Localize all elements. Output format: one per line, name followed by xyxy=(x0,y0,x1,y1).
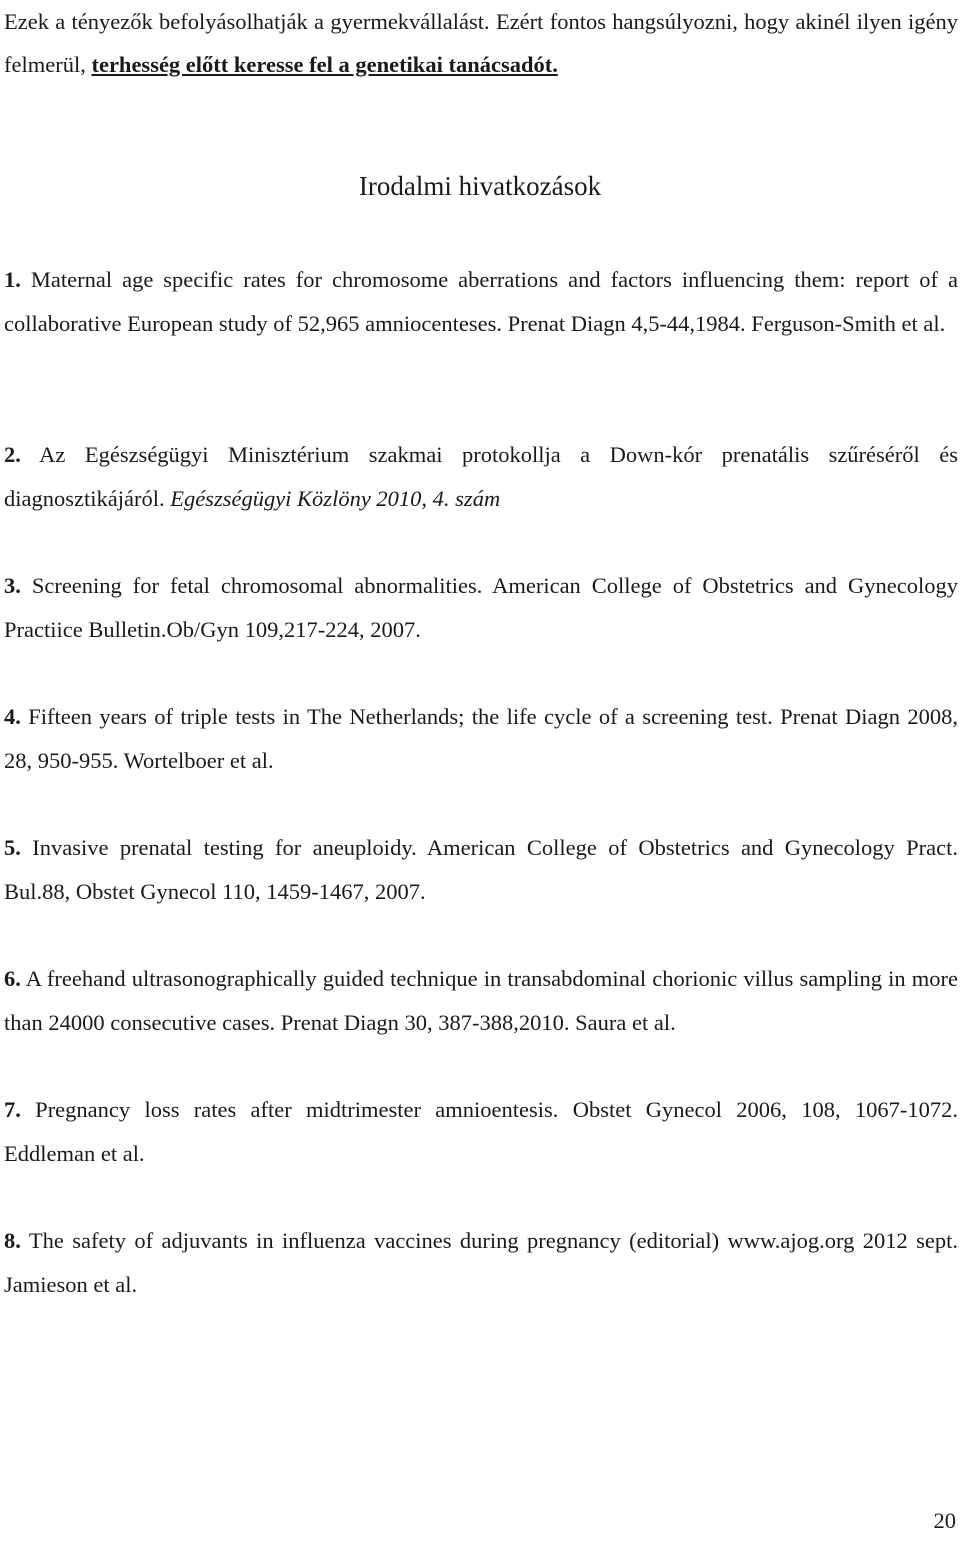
reference-item-2 xyxy=(4,433,958,520)
reference-number: 8. xyxy=(4,1228,21,1253)
reference-text: A freehand ultrasonographically guided technique in transabdominal chorionic villus sampling in more than 24000 consecutive cases. Prenat Diagn 30, 387-388,2010. Saura et al. xyxy=(4,966,958,1035)
reference-source: Egészségügyi Közlöny 2010, 4. szám xyxy=(170,485,501,511)
reference-text: Az Egészségügyi Minisztérium szakmai protokollja a Down-kór prenatális szűréséről és diagnosztikájáról. xyxy=(4,442,958,511)
intro-paragraph xyxy=(4,0,958,86)
reference-text: Maternal age specific rates for chromosome aberrations and factors influencing them: report of a collaborative European study of 52,965 amniocenteses. Prenat Diagn 4,5-44,1984. Ferguson-Smith et al. xyxy=(4,267,958,336)
reference-text: Screening for fetal chromosomal abnormalities. American College of Obstetrics and Gynecology Practiice Bulletin.Ob/Gyn 109,217-224, 2007. xyxy=(4,573,958,642)
reference-item-7 xyxy=(4,1088,958,1175)
reference-number: 2. xyxy=(4,442,21,467)
intro-text: Ezek a tényezők befolyásolhatják a gyermekvállalást. Ezért fontos hangsúlyozni, hogy akinél ilyen igény felmerül, xyxy=(4,9,958,77)
reference-text: The safety of adjuvants in influenza vaccines during pregnancy (editorial) www.ajog.org 2012 sept. Jamieson et al. xyxy=(4,1228,958,1297)
reference-number: 1. xyxy=(4,267,21,292)
intro-emphasis: terhesség előtt keresse fel a genetikai tanácsadót. xyxy=(91,52,558,77)
reference-number: 6. xyxy=(4,966,21,991)
reference-item-6 xyxy=(4,957,958,1044)
reference-item-5 xyxy=(4,826,958,913)
reference-number: 5. xyxy=(4,835,21,860)
reference-number: 3. xyxy=(4,573,21,598)
reference-item-1 xyxy=(4,258,958,345)
reference-text: Invasive prenatal testing for aneuploidy. American College of Obstetrics and Gynecology Pract. Bul.88, Obstet Gynecol 110, 1459-1467, 2007. xyxy=(4,835,958,904)
reference-item-3 xyxy=(4,564,958,651)
page-number: 20 xyxy=(933,1508,956,1533)
reference-text: Fifteen years of triple tests in The Netherlands; the life cycle of a screening test. Prenat Diagn 2008, 28, 950-955. Wortelboer et al. xyxy=(4,704,958,773)
reference-number: 4. xyxy=(4,704,21,729)
reference-number: 7. xyxy=(4,1097,21,1122)
references-heading: Irodalmi hivatkozások xyxy=(358,171,602,201)
reference-item-8 xyxy=(4,1219,958,1306)
reference-text: Pregnancy loss rates after midtrimester amnioentesis. Obstet Gynecol 2006, 108, 1067-1072. Eddleman et al. xyxy=(4,1097,958,1166)
reference-item-4 xyxy=(4,695,958,782)
